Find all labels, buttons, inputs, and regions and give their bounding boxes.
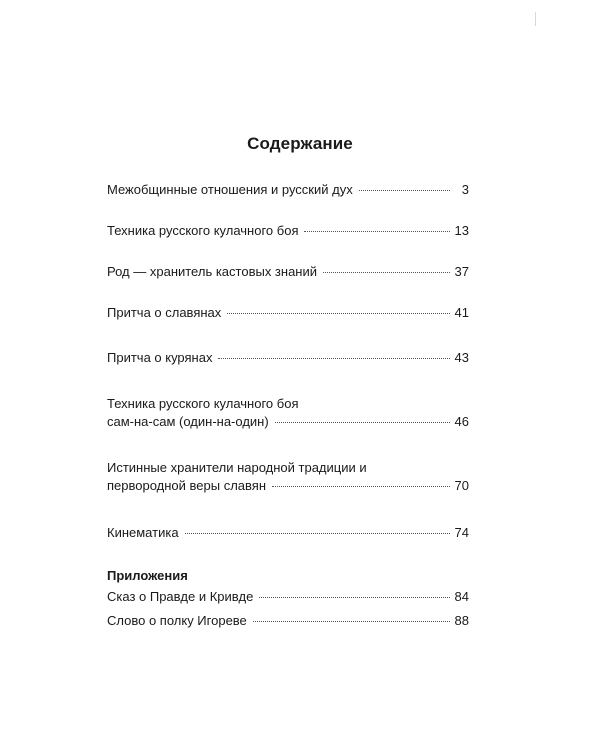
dot-leader (218, 358, 449, 359)
toc-entry-title: Род — хранитель кастовых знаний (107, 264, 318, 279)
toc-entry-title-line2: сам-на-сам (один-на-один) (107, 414, 269, 429)
toc-page-number: 37 (454, 264, 469, 279)
toc-page-number: 13 (454, 223, 469, 238)
toc-entry (107, 395, 469, 430)
toc-entry-title: Межобщинные отношения и русский дух (107, 182, 353, 197)
toc-entry-title: Кинематика (107, 525, 179, 540)
toc-page-number: 43 (454, 350, 469, 365)
toc-entry-title-line1: Техника русского кулачного боя (107, 396, 299, 411)
page-edge-mark (535, 12, 536, 26)
toc-entry (107, 304, 469, 321)
toc-entry-title: Сказ о Правде и Кривде (107, 589, 254, 604)
toc-entry (107, 612, 469, 629)
toc-entry-title: Притча о курянах (107, 350, 213, 365)
toc-entry (107, 263, 469, 280)
toc-entry (107, 349, 469, 366)
dot-leader (227, 313, 449, 314)
dot-leader (259, 597, 449, 598)
dot-leader (253, 621, 450, 622)
toc-page-number: 74 (454, 525, 469, 540)
dot-leader (272, 486, 450, 487)
dot-leader (304, 231, 449, 232)
toc-entry (107, 524, 469, 541)
toc-page-number: 46 (454, 414, 469, 429)
toc-entry-title: Слово о полку Игореве (107, 613, 247, 628)
dot-leader (359, 190, 450, 191)
toc-page-number: 70 (454, 478, 469, 493)
toc-entry (107, 222, 469, 239)
appendix-heading: Приложения (107, 568, 188, 583)
toc-page-number: 88 (454, 613, 469, 628)
toc-entry-title: Техника русского кулачного боя (107, 223, 299, 238)
page-title: Содержание (247, 134, 353, 153)
toc-page-number: 41 (454, 305, 469, 320)
toc-page-number: 84 (454, 589, 469, 604)
dot-leader (323, 272, 450, 273)
toc-entry-title-line2: первородной веры славян (107, 478, 267, 493)
toc-entry-title: Притча о славянах (107, 305, 222, 320)
dot-leader (275, 422, 450, 423)
toc-entry (107, 181, 469, 198)
toc-entry-title-line1: Истинные хранители народной традиции и (107, 460, 367, 475)
toc-page-number: 3 (461, 182, 469, 197)
toc-entry (107, 588, 469, 605)
dot-leader (185, 533, 450, 534)
toc-entry (107, 459, 469, 494)
